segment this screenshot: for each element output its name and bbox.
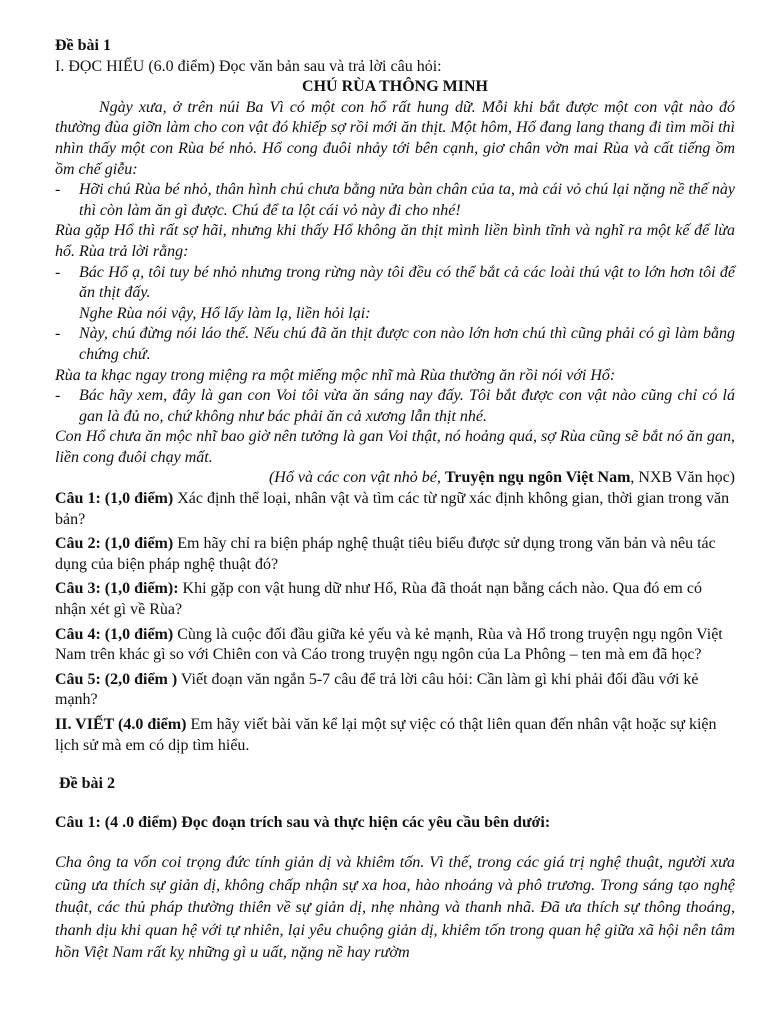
story-paragraph-4: Con Hổ chưa ăn mộc nhĩ bao giờ nên tưởng là gan Voi thật, nó hoảng quá, sợ Rùa cũng sẽ bắt nó ăn gan, liền cong đuôi chạy mất. xyxy=(55,428,735,466)
question-1-text: Xác định thể loại, nhân vật và tìm các từ ngữ xác định không gian, thời gian trong văn bản? xyxy=(55,490,730,528)
question-5-text: Viết đoạn văn ngắn 5-7 câu để trả lời câu hỏi: Cần làm gì khi phải đối đầu với kẻ mạnh? xyxy=(55,670,699,709)
question-4-label: Câu 4: (1,0 điểm) xyxy=(55,625,174,643)
question-5 xyxy=(55,670,735,711)
dash-mark: - xyxy=(55,325,61,343)
part-2-text: Em hãy viết bài văn kể lại một sự việc có thật liên quan đến nhân vật hoặc sự kiện lịch sử mà em có dịp tìm hiểu. xyxy=(55,716,717,754)
story-paragraph-3: Rùa ta khạc ngay trong miệng ra một miếng mộc nhĩ mà Rùa thường ăn rồi nói với Hổ: xyxy=(55,366,616,384)
question-2-text: Em hãy chỉ ra biện pháp nghệ thuật tiêu biểu được sử dụng trong văn bản và nêu tác dụng của biện pháp nghệ thuật đó? xyxy=(55,535,716,573)
question-3-text: Khi gặp con vật hung dữ như Hổ, Rùa đã thoát nạn bằng cách nào. Qua đó em có nhận xét gì về Rùa? xyxy=(55,580,702,619)
question-5-label: Câu 5: (2,0 điểm ) xyxy=(55,670,178,688)
exam-2-excerpt: Cha ông ta vốn coi trọng đức tính giản dị và khiêm tốn. Vì thế, trong các giá trị nghệ thuật, người xưa cũng ưa thích sự giản dị, không chấp nhận sự xa hoa, hào nhoáng và phô trương. Trong sáng tạo nghệ thuật, các thủ pháp thường thiên về sự giản dị, nhẹ nhàng và thanh nhã. Đã ưa thích sự thông thoáng, thanh dịu khi quan hệ với tự nhiên, lại yêu chuộng giản dị, khiêm tốn trong quan hệ giữa xã hội nên tâm hồn Việt Nam rất kỵ những gì u uất, nặng nề hay rườm xyxy=(55,853,735,962)
dialogue-2 xyxy=(55,263,735,304)
story-source xyxy=(55,468,735,489)
story-paragraph-1: Ngày xưa, ở trên núi Ba Vì có một con hổ rất hung dữ. Mỗi khi bắt được một con vật nào đó thường đùa giỡn làm cho con vật đó khiếp sợ rồi mới ăn thịt. Một hôm, Hổ đang lang thang đi tìm mồi thì nhìn thấy một con Rùa bé nhỏ. Hổ cong đuôi nhảy tới bên cạnh, giơ chân vờn mai Rùa và cất tiếng ồm ồm chế giễu: xyxy=(55,98,735,178)
source-publisher: , NXB Văn học) xyxy=(630,469,735,487)
source-part-a: (Hổ và các con vật nhỏ bé, xyxy=(268,469,445,487)
source-book: Truyện ngụ ngôn Việt Nam xyxy=(444,469,631,487)
dash-mark: - xyxy=(55,263,61,281)
question-2 xyxy=(55,534,735,575)
exam-1-heading: Đề bài 1 xyxy=(55,37,111,54)
story-title: CHÚ RÙA THÔNG MINH xyxy=(302,78,488,96)
part-1-instruction: Đọc văn bản sau và trả lời câu hỏi: xyxy=(214,57,442,75)
dialogue-2-text: Bác Hổ ạ, tôi tuy bé nhỏ nhưng trong rừng này tôi đều có thể bắt cả các loài thú vật to lớn hơn tôi để ăn thịt đấy. xyxy=(79,263,735,302)
dialogue-3-text: Này, chú đừng nói láo thế. Nếu chú đã ăn thịt được con nào lớn hơn chú thì cũng phải có gì làm bằng chứng chứ. xyxy=(79,325,735,363)
question-4 xyxy=(55,625,735,666)
part-1-line xyxy=(55,57,735,78)
question-2-label: Câu 2: (1,0 điểm) xyxy=(55,535,174,553)
part-2-label: II. VIẾT (4.0 điểm) xyxy=(55,716,187,733)
dialogue-3 xyxy=(55,324,735,365)
dialogue-4-text: Bác hãy xem, đây là gan con Voi tôi vừa ăn sáng nay đấy. Tôi bắt được con vật nào cũng chỉ có lá gan là đủ no, chứ không như bác phải ăn cả xương lẫn thịt nhé. xyxy=(79,387,735,425)
question-3 xyxy=(55,579,735,620)
story-narration: Nghe Rùa nói vậy, Hổ lấy làm lạ, liền hỏi lại: xyxy=(79,304,371,322)
question-1 xyxy=(55,489,735,530)
dialogue-1-text: Hỡi chú Rùa bé nhỏ, thân hình chú chưa bằng nửa bàn chân của ta, mà cái vỏ chú lại nặng nề thế này thì còn làm ăn gì được. Chú để ta lột cái vỏ này đi cho nhé! xyxy=(79,181,735,219)
dash-mark: - xyxy=(55,387,61,405)
story-paragraph-2: Rùa gặp Hổ thì rất sợ hãi, nhưng khi thấy Hổ không ăn thịt mình liền bình tĩnh và nghĩ ra một kế để lừa hổ. Rùa trả lời rằng: xyxy=(55,222,735,260)
dialogue-1 xyxy=(55,180,735,221)
dash-mark: - xyxy=(55,181,61,199)
part-1-label: I. ĐỌC HIỂU (6.0 điểm) xyxy=(55,57,215,75)
exam-2-question-1: Câu 1: (4 .0 điểm) Đọc đoạn trích sau và thực hiện các yêu cầu bên dưới: xyxy=(55,813,551,831)
part-2-writing xyxy=(55,715,735,756)
exam-2-heading: Đề bài 2 xyxy=(59,775,115,793)
question-4-text: Cùng là cuộc đối đầu giữa kẻ yếu và kẻ mạnh, Rùa và Hổ trong truyện ngụ ngôn Việt Nam trên khác gì so với Chiên con và Cáo trong truyện ngụ ngôn của La Phông – ten mà em đã học? xyxy=(55,625,723,664)
dialogue-4 xyxy=(55,386,735,427)
question-3-label: Câu 3: (1,0 điểm): xyxy=(55,580,179,598)
question-1-label: Câu 1: (1,0 điểm) xyxy=(55,490,174,508)
